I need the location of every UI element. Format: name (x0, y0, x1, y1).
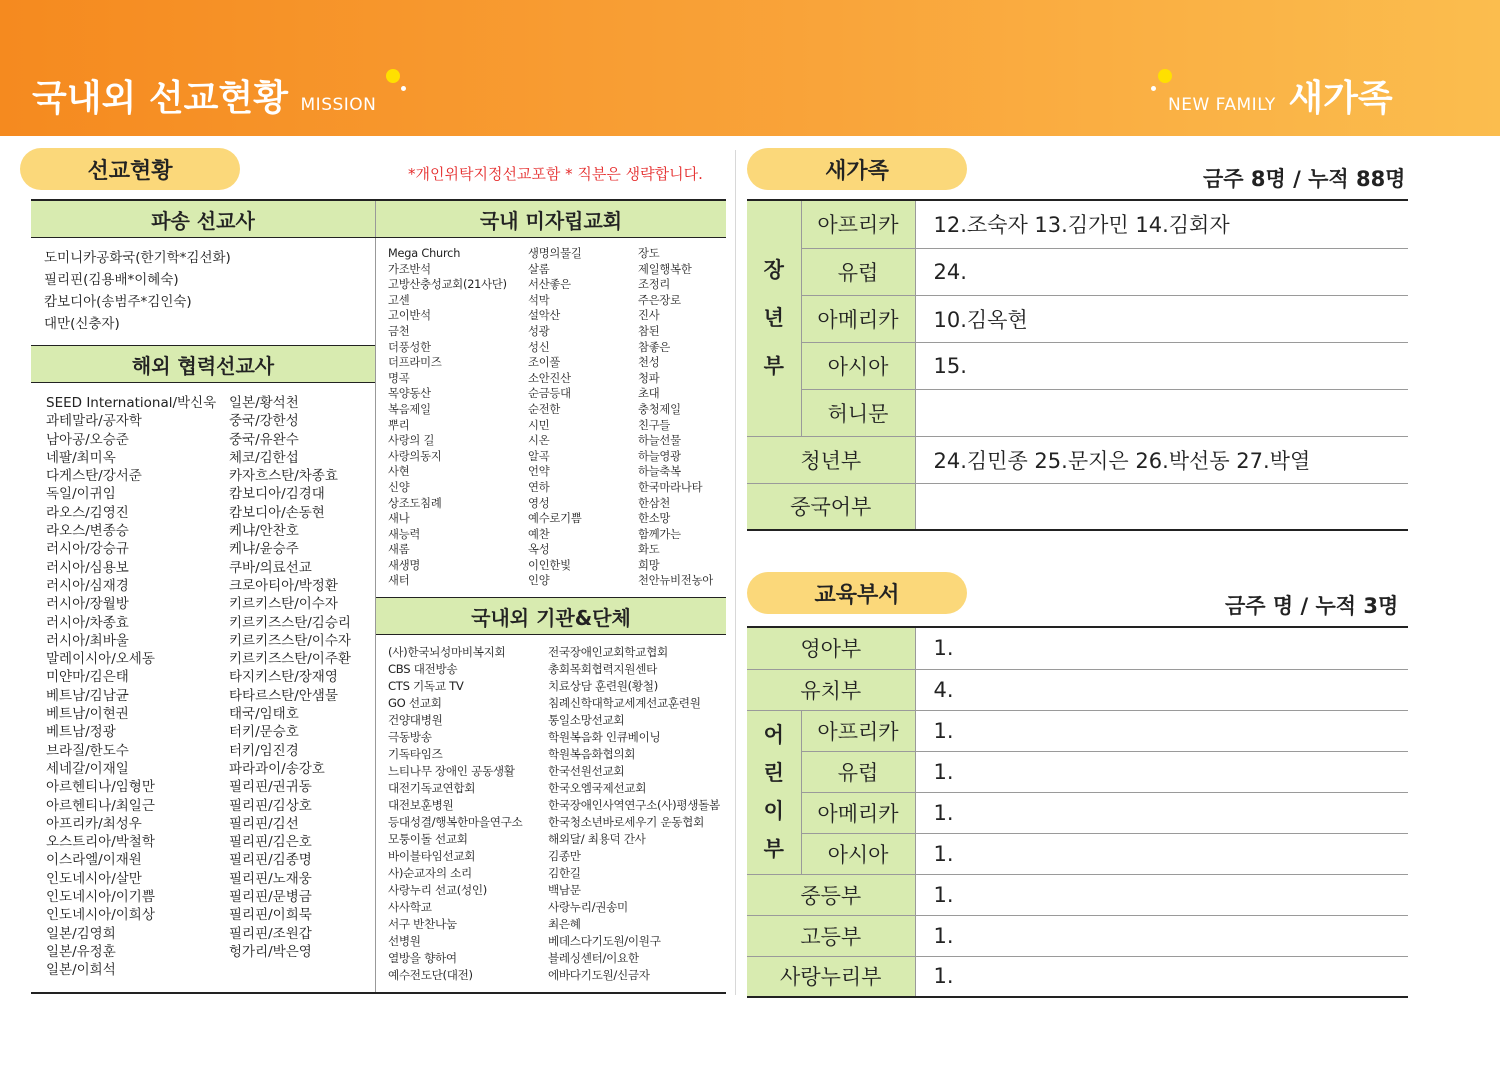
list-item: 사현 (388, 465, 410, 479)
row-label: 중국어부 (747, 483, 915, 530)
list-item: 시민 (528, 418, 550, 432)
list-item: 한삼천 (638, 496, 671, 510)
row-value: 10.김옥현 (915, 295, 1408, 342)
list-item: 대전보훈병원 (388, 798, 454, 812)
list-item: 타지키스탄/장재영 (229, 669, 338, 686)
list-item: 순전한 (528, 402, 561, 416)
list-item: 새생명 (388, 558, 421, 572)
list-item: 뿌리 (388, 418, 410, 432)
education-count: 금주 명 / 누적 3명 (1225, 594, 1399, 618)
list-item: 참된 (638, 324, 660, 338)
list-item: 조정리 (638, 278, 671, 292)
list-item: 소안진산 (528, 371, 571, 385)
list-item: 김한길 (548, 866, 581, 880)
list-item: 필리핀/김종명 (229, 852, 312, 869)
list-item: 천성 (638, 356, 660, 370)
decor-dot-icon (1151, 86, 1156, 91)
newfamily-title: 새가족 (1288, 78, 1393, 119)
list-item: 명곡 (388, 371, 410, 385)
table-row (747, 201, 1408, 248)
list-item: 설악산 (528, 309, 561, 323)
group-char: 이 (763, 799, 784, 823)
list-item: 남아공/오승준 (46, 431, 129, 448)
row-label: 아메리카 (801, 792, 915, 833)
list-item: 필리핀/문병금 (229, 889, 312, 906)
list-item: 기독타임즈 (388, 747, 443, 761)
list-item: 전국장애인교회학교협회 (548, 645, 668, 659)
list-item: 케냐/안찬호 (229, 523, 299, 540)
table-row (747, 833, 1408, 874)
group-char: 장 (763, 258, 784, 283)
list-item: 파라과이/송강호 (229, 760, 325, 777)
list-item: 인양 (528, 574, 550, 588)
list-item: 성신 (528, 340, 550, 354)
row-label: 아프리카 (801, 201, 915, 248)
list-item: 캄보디아/손동현 (229, 504, 325, 521)
row-label: 아시아 (801, 342, 915, 389)
row-value: 1. (915, 874, 1408, 915)
list-item: 러시아/심재경 (46, 577, 129, 594)
row-value: 1. (915, 751, 1408, 792)
list-item: 고방산충성교회(21사단) (388, 278, 507, 292)
list-item: 살롬 (528, 262, 550, 276)
list-item: 키르키즈스탄/이수자 (229, 632, 351, 649)
list-item: 생명의물길 (528, 247, 582, 260)
list-item: 케냐/윤승주 (229, 541, 299, 558)
list-item: 일본/김영희 (46, 925, 116, 942)
list-item: 키르키즈스탄/김승리 (229, 614, 351, 631)
mission-note: *개인위탁지정선교포함 * 직분은 생략합니다. (408, 165, 703, 183)
row-value: 1. (915, 710, 1408, 751)
list-item: CTS 기독교 TV (388, 679, 464, 693)
list-item: 필리핀/김은호 (229, 834, 312, 851)
young-adult-group-label (747, 201, 801, 436)
list-item: 크로아티아/박정환 (229, 577, 338, 594)
list-item: 학원복음화 인큐베이닝 (548, 730, 661, 744)
list-item: 베데스다기도원/이원구 (548, 934, 661, 948)
list-item: 캄보디아/김경대 (229, 486, 325, 503)
list-item: 사)순교자의 소리 (388, 866, 472, 880)
list-item: 건양대병원 (388, 713, 443, 727)
list-item: 필리핀/권귀동 (229, 779, 312, 796)
list-item: 쿠바/의료선교 (229, 559, 312, 576)
list-item: 김종만 (548, 849, 581, 863)
mission-subtitle: MISSION (300, 95, 377, 115)
sent-list (44, 247, 231, 335)
list-item: 더풍성한 (388, 340, 431, 354)
list-item: SEED International/박신욱 (46, 395, 217, 411)
row-label: 청년부 (747, 436, 915, 483)
list-item: 새나 (388, 512, 410, 526)
list-item: 한국마라나타 (638, 480, 703, 494)
list-item: 새롬 (388, 543, 410, 557)
page-divider (735, 150, 736, 995)
list-item: 하늘선물 (638, 434, 681, 448)
list-item: 등대성결/행복한마을연구소 (388, 815, 523, 829)
children-group-label (747, 710, 801, 874)
list-item: 러시아/차종효 (46, 614, 129, 631)
list-item: 연하 (528, 480, 550, 494)
list-item: 오스트리아/박철학 (46, 834, 155, 851)
list-item: 체코/김한섭 (229, 449, 299, 466)
list-item: CBS 대전방송 (388, 662, 458, 676)
list-item: 일본/이희석 (46, 962, 116, 979)
newfamily-pill: 새가족 (747, 148, 967, 190)
overseas-header: 해외 협력선교사 (31, 346, 375, 382)
row-label: 유럽 (801, 248, 915, 295)
decor-dot-icon (401, 86, 406, 91)
table-row (747, 915, 1408, 956)
list-item: 필리핀/노재웅 (229, 870, 312, 887)
list-item: 신양 (388, 480, 410, 494)
group-char: 부 (763, 837, 784, 861)
list-item: 예찬 (528, 527, 550, 541)
list-item: 타타르스탄/안샘물 (229, 687, 338, 704)
sent-header: 파송 선교사 (31, 201, 375, 237)
list-item: 옥성 (528, 543, 550, 557)
list-item: 러시아/강승규 (46, 541, 129, 558)
list-item: 헝가리/박은영 (229, 943, 312, 960)
institutions-header-rule (376, 634, 726, 635)
list-item: 베트남/이현권 (46, 706, 129, 723)
list-item: 한국장애인사역연구소(사)평생돌봄 (548, 798, 720, 812)
list-item: 일본/유정훈 (46, 943, 116, 960)
table-row (747, 436, 1408, 483)
list-item: 하늘영광 (638, 449, 681, 463)
list-item: 키르키스탄/이수자 (229, 596, 338, 613)
list-item: 백남문 (548, 883, 581, 897)
list-item: 인도네시아/이기쁨 (46, 889, 155, 906)
row-label: 허니문 (801, 389, 915, 436)
list-item: 사랑누리 선교(성인) (388, 883, 488, 897)
list-item: 선병원 (388, 934, 421, 948)
list-item: 러시아/장월방 (46, 596, 129, 613)
row-label: 영아부 (747, 628, 915, 669)
list-item: 학원복음화협의회 (548, 747, 636, 761)
overseas-header-rule (31, 382, 375, 383)
list-item: 중국/강한성 (229, 413, 299, 430)
list-item: 일본/황석천 (229, 395, 299, 411)
list-item: 영성 (528, 496, 550, 510)
list-item: 터키/임진경 (229, 742, 299, 759)
list-item: 아르헨티나/최일근 (46, 797, 155, 814)
row-value: 15. (915, 342, 1408, 389)
list-item: 최은혜 (548, 917, 581, 931)
list-item: (사)한국뇌성마비복지회 (388, 645, 506, 659)
list-item: 언약 (528, 465, 550, 479)
list-item: 예수전도단(대전) (388, 968, 473, 982)
institutions-col1 (388, 644, 522, 984)
group-char: 린 (763, 761, 784, 785)
row-value: 1. (915, 792, 1408, 833)
list-item: 인도네시아/살만 (46, 870, 142, 887)
list-item: 시온 (528, 434, 550, 448)
list-item: 이인한빛 (528, 558, 571, 572)
list-item: 화도 (638, 543, 660, 557)
list-item: Mega Church (388, 247, 461, 260)
list-item: 필리핀/이희묵 (229, 907, 312, 924)
newfamily-subtitle: NEW FAMILY (1168, 95, 1276, 115)
mission-banner-title (32, 70, 376, 121)
list-item: 제일행복한 (638, 262, 692, 276)
list-item: 통일소망선교회 (548, 713, 625, 727)
list-item: 해외달/ 최용덕 간사 (548, 832, 646, 846)
row-label: 아프리카 (801, 710, 915, 751)
list-item: 침례신학대학교세계선교훈련원 (548, 696, 701, 710)
list-item: 더프라미즈 (388, 356, 442, 370)
mission-pill: 선교현황 (20, 148, 240, 190)
list-item: 한국선원선교회 (548, 764, 625, 778)
row-label: 사랑누리부 (747, 956, 915, 997)
list-item: 러시아/최바울 (46, 632, 129, 649)
list-item: 서구 반찬나눔 (388, 917, 457, 931)
list-item: 청파 (638, 371, 660, 385)
list-item: 태국/임태호 (229, 706, 299, 723)
list-item: 초대 (638, 387, 660, 401)
decor-dot-icon (386, 69, 400, 83)
row-label: 아시아 (801, 833, 915, 874)
table-row (747, 751, 1408, 792)
list-item: 베트남/김남균 (46, 687, 129, 704)
list-item: 총회목회협력지원센타 (548, 662, 657, 676)
domestic-col2 (528, 246, 582, 589)
newfamily-count: 금주 8명 / 누적 88명 (1203, 167, 1406, 191)
education-table (747, 628, 1408, 998)
list-item: 라오스/변종승 (46, 523, 129, 540)
domestic-col1 (388, 246, 507, 589)
table-row (747, 792, 1408, 833)
row-value: 1. (915, 956, 1408, 997)
list-item: 말레이시아/오세동 (46, 651, 155, 668)
education-pill: 교육부서 (747, 572, 967, 614)
list-item: 천안뉴비전농아 (638, 574, 713, 588)
list-item: 상조도침례 (388, 496, 442, 510)
list-item: 하늘축복 (638, 465, 681, 479)
list-item: 한국오엠국제선교회 (548, 781, 647, 795)
table-bottom-rule (31, 992, 726, 994)
list-item: 진사 (638, 309, 660, 323)
overseas-col1 (46, 394, 216, 980)
table-row (747, 248, 1408, 295)
group-char: 어 (763, 723, 784, 747)
table-row (747, 874, 1408, 915)
list-item: 사사학교 (388, 900, 432, 914)
header-rule (31, 237, 726, 238)
row-label: 고등부 (747, 915, 915, 956)
list-item: 블레싱센터/이요한 (548, 951, 639, 965)
table-row (747, 295, 1408, 342)
list-item: 브라질/한도수 (46, 742, 129, 759)
list-item: 필리핀(김용배*이혜숙) (44, 272, 179, 288)
table-row (747, 710, 1408, 751)
list-item: 키르키즈스탄/이주환 (229, 651, 351, 668)
row-label: 유치부 (747, 669, 915, 710)
domestic-col3 (638, 246, 713, 589)
list-item: 캄보디아(송범주*김인숙) (44, 294, 192, 310)
list-item: 충청제일 (638, 402, 681, 416)
row-value: 24. (915, 248, 1408, 295)
table-row (747, 628, 1408, 669)
list-item: 참좋은 (638, 340, 671, 354)
list-item: 한국청소년바로세우기 운동협회 (548, 815, 704, 829)
list-item: 인도네시아/이희상 (46, 907, 155, 924)
row-label: 아메리카 (801, 295, 915, 342)
list-item: 석막 (528, 293, 550, 307)
table-row (747, 669, 1408, 710)
row-value: 4. (915, 669, 1408, 710)
list-item: 필리핀/김상호 (229, 797, 312, 814)
list-item: 카자흐스탄/차종효 (229, 468, 338, 485)
list-item: 주은장로 (638, 293, 681, 307)
list-item: 가조반석 (388, 262, 431, 276)
list-item: 서산좋은 (528, 278, 571, 292)
list-item: 열방을 향하여 (388, 951, 457, 965)
list-item: 아르헨티나/임형만 (46, 779, 155, 796)
list-item: 조이풀 (528, 356, 561, 370)
list-item: 이스라엘/이재원 (46, 852, 142, 869)
group-char: 부 (763, 354, 784, 379)
list-item: 네팔/최미옥 (46, 449, 116, 466)
overseas-col2 (229, 394, 351, 961)
list-item: 도미니카공화국(한기학*김선화) (44, 250, 231, 266)
table-row (747, 483, 1408, 530)
list-item: 터키/문승호 (229, 724, 299, 741)
mission-title: 국내외 선교현황 (32, 78, 288, 119)
list-item: 새능력 (388, 527, 421, 541)
list-item: 극동방송 (388, 730, 432, 744)
table-row (747, 342, 1408, 389)
group-char: 년 (763, 306, 784, 331)
list-item: 아프리카/최성우 (46, 815, 142, 832)
list-item: 다게스탄/강서준 (46, 468, 142, 485)
row-value: 1. (915, 628, 1408, 669)
list-item: 과테말라/공자학 (46, 413, 142, 430)
list-item: 사랑의동지 (388, 449, 442, 463)
institutions-col2 (548, 644, 720, 984)
list-item: 함께가는 (638, 527, 681, 541)
list-item: 중국/유완수 (229, 431, 299, 448)
list-item: 사랑의 길 (388, 434, 435, 448)
newfamily-banner-title (1168, 70, 1393, 121)
domestic-header: 국내 미자립교회 (376, 201, 726, 237)
list-item: 희망 (638, 558, 660, 572)
row-value: 1. (915, 915, 1408, 956)
list-item: 필리핀/조원갑 (229, 925, 312, 942)
list-item: 고센 (388, 293, 410, 307)
list-item: 독일/이귀임 (46, 486, 116, 503)
row-label: 중등부 (747, 874, 915, 915)
list-item: 느티나무 장애인 공동생활 (388, 764, 515, 778)
newfamily-table (747, 201, 1408, 531)
row-value: 12.조숙자 13.김가민 14.김회자 (915, 201, 1408, 248)
list-item: 미얀마/김은태 (46, 669, 129, 686)
list-item: 목양동산 (388, 387, 431, 401)
list-item: 복음제일 (388, 402, 431, 416)
row-value: 24.김민종 25.문지은 26.박선동 27.박열 (915, 436, 1408, 483)
table-row (747, 956, 1408, 997)
list-item: 대만(신충자) (44, 316, 120, 332)
row-label: 유럽 (801, 751, 915, 792)
list-item: 바이블타임선교회 (388, 849, 476, 863)
list-item: 치료상담 훈련원(황철) (548, 679, 658, 693)
table-row (747, 389, 1408, 436)
list-item: 대전기독교연합회 (388, 781, 476, 795)
list-item: 장도 (638, 247, 660, 260)
list-item: 모퉁이돌 선교회 (388, 832, 468, 846)
list-item: 러시아/심용보 (46, 559, 129, 576)
list-item: 세네갈/이재일 (46, 760, 129, 777)
list-item: 사랑누리/권송미 (548, 900, 628, 914)
list-item: 필리핀/김선 (229, 815, 299, 832)
list-item: 라오스/김영진 (46, 504, 129, 521)
list-item: 친구들 (638, 418, 671, 432)
list-item: 베트남/정광 (46, 724, 116, 741)
list-item: 금천 (388, 324, 410, 338)
institutions-header: 국내외 기관&단체 (376, 598, 726, 634)
row-value (915, 483, 1408, 530)
list-item: 한소망 (638, 512, 671, 526)
list-item: 성광 (528, 324, 550, 338)
list-item: 새터 (388, 574, 410, 588)
row-value (915, 389, 1408, 436)
list-item: GO 선교회 (388, 696, 442, 710)
row-value: 1. (915, 833, 1408, 874)
list-item: 고이반석 (388, 309, 431, 323)
list-item: 순금등대 (528, 387, 571, 401)
list-item: 알곡 (528, 449, 550, 463)
list-item: 예수로기쁨 (528, 512, 582, 526)
list-item: 에바다기도원/신금자 (548, 968, 650, 982)
